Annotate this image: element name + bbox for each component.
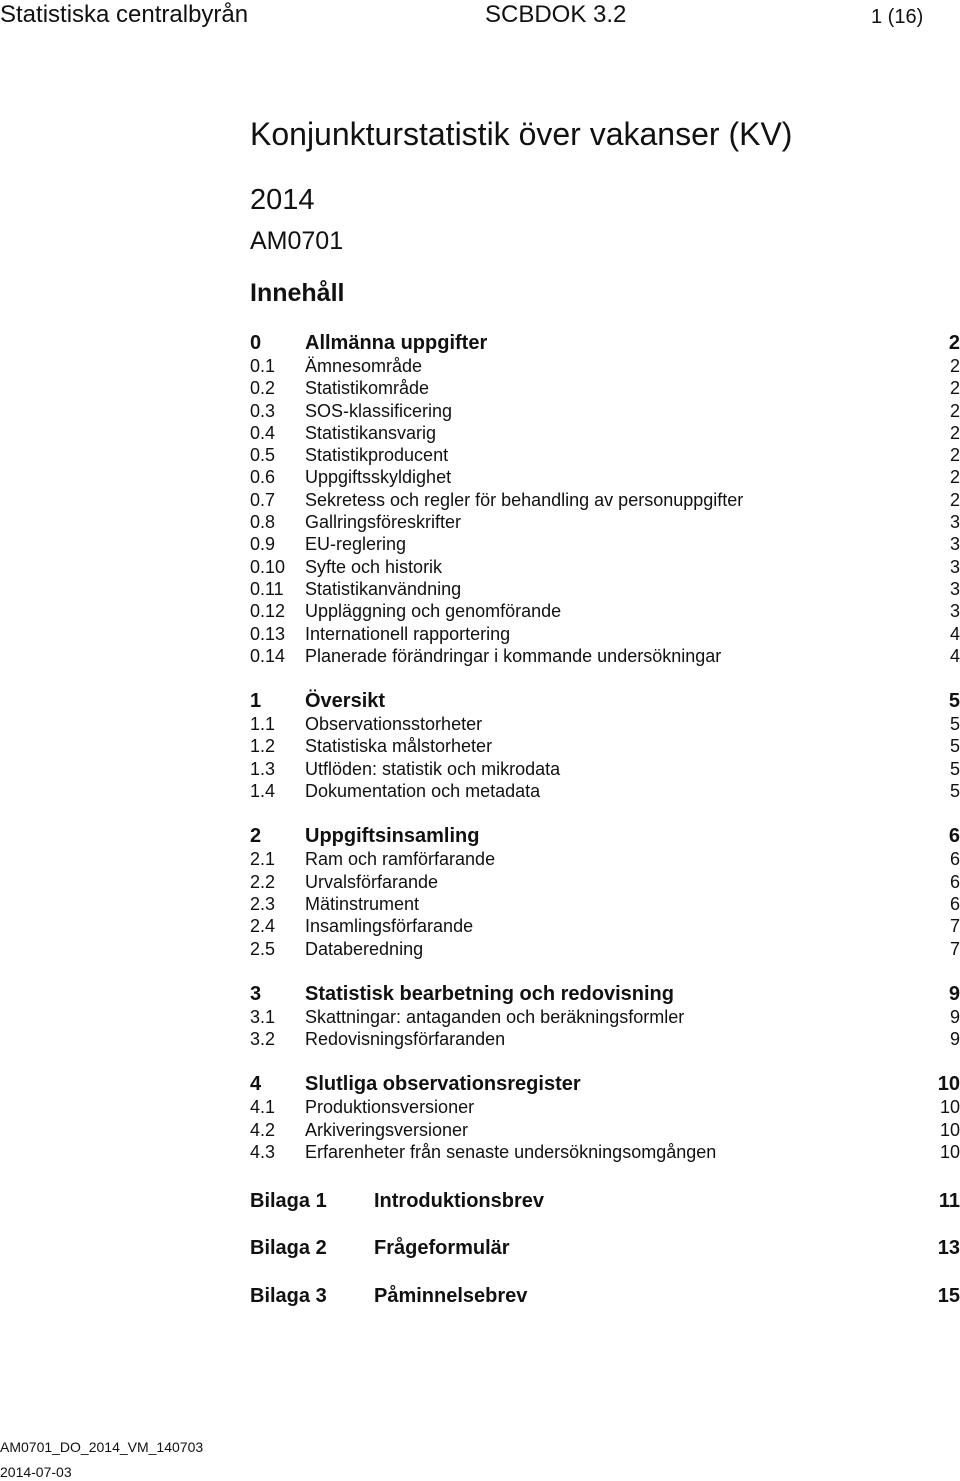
toc-entry-number: 1: [250, 690, 262, 713]
toc-entry-number: 0: [250, 332, 262, 354]
toc-entry-title: Internationell rapportering: [305, 623, 511, 644]
toc-entry-number: 1.3: [250, 758, 276, 779]
toc-entry-page: 4: [949, 623, 960, 644]
toc-entry-page: 9: [949, 1029, 960, 1050]
toc-entry-number: 2.2: [250, 871, 276, 892]
toc-entry[interactable]: [250, 934, 960, 959]
toc-entry-title: Utflöden: statistik och mikrodata: [305, 758, 561, 779]
toc-entry-title: Syfte och historik: [305, 556, 443, 577]
appendix-title: Frågeformulär: [374, 1237, 510, 1259]
toc-entry[interactable]: [250, 351, 960, 376]
toc-entry-title: Statistiska målstorheter: [305, 736, 493, 757]
toc-entry-number: 0.8: [250, 512, 276, 533]
toc-entry-page: 6: [948, 825, 960, 848]
toc-entry-page: 5: [949, 736, 960, 757]
toc-entry[interactable]: [250, 396, 960, 421]
toc-entry-title: Statistikproducent: [305, 445, 449, 466]
appendix-number: Bilaga 2: [250, 1237, 327, 1259]
toc-section[interactable]: [250, 821, 960, 848]
document-year: 2014: [250, 184, 315, 216]
toc-entry-number: 0.11: [250, 578, 284, 599]
toc-entry-page: 4: [949, 645, 960, 666]
toc-section[interactable]: [250, 979, 960, 1005]
toc-entry-number: 2.3: [250, 893, 276, 914]
toc-entry-page: 10: [939, 1142, 960, 1163]
appendix-number: Bilaga 3: [250, 1285, 327, 1307]
toc-entry-title: Ämnesområde: [305, 356, 423, 376]
toc-entry-page: 3: [949, 601, 960, 622]
toc-entry[interactable]: [250, 485, 960, 510]
toc-entry-number: 0.9: [250, 534, 276, 555]
toc-entry[interactable]: [250, 507, 960, 533]
toc-entry-number: 4: [250, 1073, 262, 1096]
toc-entry[interactable]: [250, 867, 960, 892]
toc-section[interactable]: [250, 1069, 960, 1096]
toc-entry-page: 5: [949, 758, 960, 779]
toc-entry[interactable]: [250, 373, 960, 399]
toc-entry-number: 0.1: [250, 356, 276, 376]
toc-entry-page: 7: [949, 938, 960, 959]
toc-entry[interactable]: [250, 754, 960, 779]
toc-entry-number: 0.13: [250, 623, 286, 644]
toc-entry[interactable]: [250, 1092, 960, 1118]
toc-entry-page: 5: [948, 690, 960, 713]
toc-entry-page: 2: [949, 489, 960, 510]
toc-entry-page: 9: [949, 1006, 960, 1027]
toc-entry-title: SOS-klassificering: [305, 400, 453, 421]
toc-entry[interactable]: [250, 440, 960, 466]
toc-entry-page: 2: [949, 378, 960, 399]
footer-date: 2014-07-03: [0, 1464, 72, 1480]
toc-entry-number: 2.4: [250, 916, 276, 937]
footer-document-id: AM0701_DO_2014_VM_140703: [0, 1439, 204, 1455]
toc-entry-title: Observationsstorheter: [305, 714, 483, 735]
toc-entry[interactable]: [250, 462, 960, 488]
toc-entry-title: Mätinstrument: [305, 893, 420, 914]
toc-entry-title: Redovisningsförfaranden: [305, 1029, 506, 1050]
header-organization: Statistiska centralbyrån: [0, 1, 249, 28]
toc-entry-title: Statistisk bearbetning och redovisning: [305, 982, 674, 1005]
toc-entry-page: 7: [949, 916, 960, 937]
toc-entry-page: 5: [949, 781, 960, 802]
toc-entry-number: 2.1: [250, 849, 276, 870]
document-code: AM0701: [250, 227, 344, 255]
toc-section[interactable]: [250, 328, 960, 354]
appendix-page: 15: [937, 1285, 960, 1307]
table-of-contents: [250, 328, 960, 1163]
toc-entry-number: 2.5: [250, 938, 276, 959]
toc-entry-page: 2: [949, 400, 960, 421]
toc-entry[interactable]: [250, 911, 960, 937]
toc-entry-number: 1.2: [250, 736, 276, 757]
toc-entry[interactable]: [250, 596, 960, 622]
toc-entry-number: 0.2: [250, 378, 276, 399]
toc-entry-number: 1.4: [250, 781, 276, 802]
toc-entry-page: 5: [949, 714, 960, 735]
toc-entry-title: Dokumentation och metadata: [305, 781, 541, 802]
toc-entry-title: Statistikanvändning: [305, 578, 462, 599]
toc-entry-number: 0.5: [250, 445, 276, 466]
toc-entry-title: Gallringsföreskrifter: [305, 512, 462, 533]
toc-heading: Innehåll: [250, 279, 345, 307]
toc-entry[interactable]: [250, 641, 960, 666]
toc-entry-number: 0.3: [250, 400, 276, 421]
toc-entry[interactable]: [250, 776, 960, 802]
toc-entry-title: Slutliga observationsregister: [305, 1073, 581, 1096]
toc-entry-title: Uppgiftsskyldighet: [305, 467, 452, 488]
toc-entry[interactable]: [250, 1024, 960, 1050]
toc-entry-page: 2: [949, 445, 960, 466]
toc-entry-title: Sekretess och regler för behandling av personuppgifter: [305, 489, 744, 510]
appendix-page: 13: [937, 1237, 960, 1259]
toc-entry-page: 10: [937, 1073, 960, 1096]
toc-entry[interactable]: [250, 552, 960, 577]
toc-entry-page: 2: [949, 422, 960, 443]
toc-entry[interactable]: [250, 418, 960, 443]
toc-entry-page: 2: [949, 356, 960, 376]
toc-entry[interactable]: [250, 889, 960, 914]
toc-entry-page: 10: [939, 1119, 960, 1140]
toc-entry-title: Statistikområde: [305, 378, 430, 399]
appendix-number: Bilaga 1: [250, 1190, 327, 1212]
appendix-title: Introduktionsbrev: [374, 1190, 545, 1212]
toc-entry[interactable]: [250, 1115, 960, 1140]
appendix-title: Påminnelsebrev: [374, 1285, 528, 1307]
toc-entry-number: 2: [250, 825, 262, 848]
toc-entry-title: Allmänna uppgifter: [305, 332, 488, 354]
toc-entry[interactable]: [250, 1002, 960, 1027]
toc-entry-title: Produktionsversioner: [305, 1097, 475, 1118]
toc-entry-number: 3: [250, 982, 262, 1005]
toc-entry[interactable]: [250, 1137, 960, 1163]
toc-entry-number: 0.6: [250, 467, 276, 488]
toc-entry-page: 6: [949, 871, 960, 892]
toc-entry-page: 3: [949, 556, 960, 577]
document-title: Konjunkturstatistik över vakanser (KV): [250, 116, 793, 152]
toc-entry-number: 1.1: [250, 714, 276, 735]
toc-appendix-2[interactable]: [250, 1232, 960, 1264]
toc-entry[interactable]: [250, 731, 960, 757]
toc-entry-page: 9: [948, 982, 960, 1005]
toc-entry[interactable]: [250, 529, 960, 555]
toc-entry-number: 0.4: [250, 422, 276, 443]
toc-entry-number: 3.2: [250, 1029, 276, 1050]
appendix-page: 11: [938, 1190, 960, 1212]
header-document-type: SCBDOK 3.2: [485, 1, 627, 28]
toc-entry-title: Urvalsförfarande: [305, 871, 439, 892]
toc-entry-page: 6: [949, 849, 960, 870]
toc-entry-page: 3: [949, 578, 960, 599]
toc-entry-number: 0.10: [250, 556, 286, 577]
toc-entry-page: 3: [949, 512, 960, 533]
toc-entry-number: 4.1: [250, 1097, 276, 1118]
toc-entry-title: Statistikansvarig: [305, 422, 437, 443]
toc-entry-title: Insamlingsförfarande: [305, 916, 474, 937]
toc-entry-title: Uppläggning och genomförande: [305, 601, 562, 622]
toc-entry[interactable]: [250, 844, 960, 870]
toc-entry-title: Databeredning: [305, 938, 424, 959]
toc-entry[interactable]: [250, 709, 960, 735]
toc-entry-title: Erfarenheter från senaste undersökningsomgången: [305, 1142, 717, 1163]
header-page-number: 1 (16): [871, 6, 924, 28]
toc-entry-number: 0.12: [250, 601, 286, 622]
toc-entry-title: Arkiveringsversioner: [305, 1119, 469, 1140]
toc-entry-number: 0.7: [250, 489, 276, 510]
toc-entry-title: EU-reglering: [305, 534, 407, 555]
toc-entry-title: Planerade förändringar i kommande undersökningar: [305, 645, 722, 666]
toc-entry-title: Översikt: [305, 690, 386, 713]
toc-entry-page: 6: [949, 893, 960, 914]
toc-entry-title: Ram och ramförfarande: [305, 849, 496, 870]
toc-entry-page: 2: [948, 332, 960, 354]
toc-appendix-1[interactable]: [250, 1185, 960, 1217]
toc-entry-page: 3: [949, 534, 960, 555]
toc-entry[interactable]: [250, 574, 960, 599]
toc-entry-number: 0.14: [250, 645, 286, 666]
toc-appendix-3[interactable]: [250, 1280, 960, 1312]
toc-section[interactable]: [250, 686, 960, 713]
toc-entry-number: 4.3: [250, 1142, 276, 1163]
toc-entry-page: 10: [939, 1097, 960, 1118]
toc-entry-title: Uppgiftsinsamling: [305, 825, 480, 848]
toc-entry-number: 3.1: [250, 1006, 276, 1027]
toc-entry[interactable]: [250, 619, 960, 644]
toc-entry-page: 2: [949, 467, 960, 488]
toc-entry-number: 4.2: [250, 1119, 276, 1140]
toc-entry-title: Skattningar: antaganden och beräkningsformler: [305, 1006, 685, 1027]
